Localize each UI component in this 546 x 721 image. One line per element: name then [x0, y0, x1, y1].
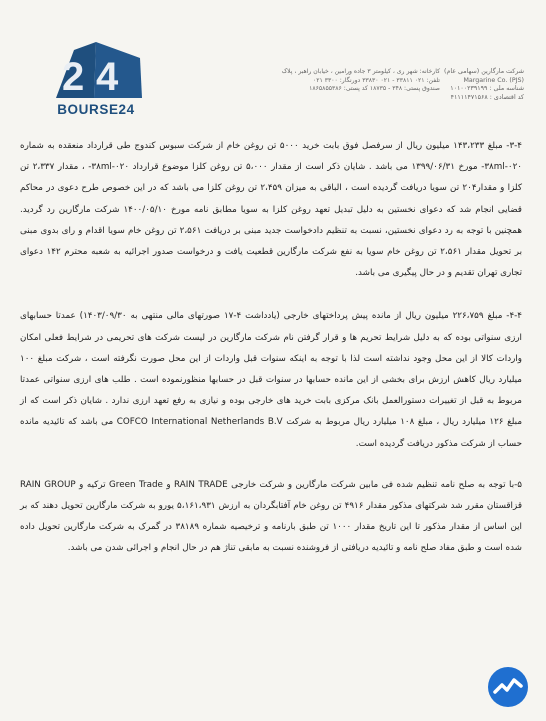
- phone-line: تلفن: ۰۲۱ ۳۳۸۱۱ - ۰۲۱ ۳۳۸۳۰ دورنگار: ۳۳۰۰ ۰۲۱: [312, 76, 440, 84]
- bourse24-brand-text: BOURSE24: [57, 102, 135, 117]
- company-name-en: Margarine Co. (PJS): [463, 76, 524, 84]
- postal-line: صندوق پستی: ۳۴۸ - ۱۸۷۳۵ کد پستی: ۱۸۶۵۸۵۵۳۸۶: [309, 85, 440, 93]
- document-body: [20, 136, 522, 582]
- national-id: شناسه ملی : ۱۰۱۰۰۲۳۹۱۹۹: [450, 85, 524, 93]
- economic-code: کد اقتصادی : ۴۱۱۱۱۴۷۱۵۶۸: [450, 93, 524, 101]
- company-info: [404, 68, 524, 102]
- bourse24-chart-logo: [486, 665, 530, 709]
- company-name-fa: شرکت مارگارین (سهامی عام): [444, 68, 524, 75]
- paragraph-4-4: ۴-۴- مبلغ ۲۲۶،۷۵۹ میلیون ریال از مانده پیش پرداختهای خارجی (یادداشت ۴-۱۷ صورتهای مالی منتهی به ۱۴۰۳/۰۹/۳۰) عمدتا حسابهای ارزی سنواتی بوده که به دلیل شرایط تحریم ها و قرار گرفتن نام شرکت مارگارین در لیست شرکت های تحریمی در شرایط فعلی امکان واردات کالا از این محل وجود نداشته است لذا با توجه به اینکه سنوات قبل واردات از این محل صورت نگرفته است ، شرکت مبلغ ۱۰۰ میلیارد ریال کاهش ارزش برای بخشی از این مانده حسابها در سنوات قبل در حسابها منظورنموده است . طلب های ارزی سنواتی عمدتا مربوط به قبل از تغییرات دستورالعمل بانک مرکزی بابت خرید های خارجی بوده و نیازی به رفع تعهد ارزی ندارد . شایان ذکر است که از مبلغ ۱۲۶ میلیارد ریال ، مبلغ ۱۰۸ میلیارد ریال مربوط به شرکت COFCO International Netherlands B.V می باشد که تائیدیه مانده حساب از شرکت مذکور دریافت گردیده است.: [20, 311, 523, 449]
- svg-text:2: 2: [62, 55, 85, 99]
- bourse24-logo-icon: [44, 40, 148, 102]
- paragraph-5: ۵-با توجه به صلح نامه تنظیم شده فی مابین شرکت مارگارین و شرکت خارجی RAIN TRADE و Green Trade ترکیه و RAIN GROUP قزاقستان مقرر شد شرکتهای مذکور مقدار ۴۹۱۶ تن روغن خام آفتابگردان به ارزش ۵،۱۶۱،۹۳۱ یورو به شرکت مارگارین تحویل دهند که بر این اساس از مقدار مذکور تا این تاریخ مقدار ۱۰۰۰ تن طبق بارنامه و ترخیصیه شماره ۳۸۱۸۹ در گمرک به شرکت مارگارین تحویل داده شده است و طبق مفاد صلح نامه و تائیدیه دریافتی از فروشنده نسبت به مابقی تناژ هم در حال انجام و اجرائی شدن می باشد.: [20, 479, 522, 554]
- bourse24-logo: [44, 40, 148, 135]
- trend-circle-icon: [486, 665, 530, 709]
- svg-text:4: 4: [96, 55, 119, 99]
- paragraph-4-3: ۳-۴- مبلغ ۱۴۳،۲۳۳ میلیون ریال از سرفصل فوق بابت خرید ۵۰۰۰ تن روغن خام از شرکت سبوس کندوج طی قرارداد منعقده به شماره ۰۲۰-۳۸ml- مورخ ۱۳۹۹/۰۶/۳۱ می باشد . شایان ذکر است از مقدار ۵،۰۰۰ تن روغن کلزا موضوع قرارداد ۰۲۰-۳۸ml- ، مقدار ۲،۳۳۷ تن کلزا و مقدار۲۰۴ تن سویا دریافت گردیده است ، الباقی به میزان ۲،۴۵۹ تن روغن کلزا می باشد که در این خصوص طرح دعوی در محاکم قضایی انجام شد که دعوای نخستین به دلیل تبدیل تعهد روغن کلزا به سویا مطابق نامه مورخ ۱۴۰۰/۰۵/۱۰ شرکت مارگارین رد گردید. همچنین با توجه به رد دعوای نخستین، نسبت به تنظیم دادخواست جدید مبنی بر دریافت ۲،۵۶۱ تن روغن خام سویا اقدام و رای بدوی مبنی بر تحویل مقدار ۲،۵۶۱ تن روغن خام سویا به نفع شرکت مارگارین قطعیت یافت و درخواست صدور اجرائیه به شعبه محترم ۱۴۲ دعوای تجاری تهران تقدیم و در حال پیگیری می باشد.: [20, 141, 523, 279]
- factory-address: [140, 68, 440, 94]
- address-line: کارخانه: شهر ری ، کیلومتر ۳ جاده ورامین ، خیابان راهبر ، پلاک: [281, 68, 440, 75]
